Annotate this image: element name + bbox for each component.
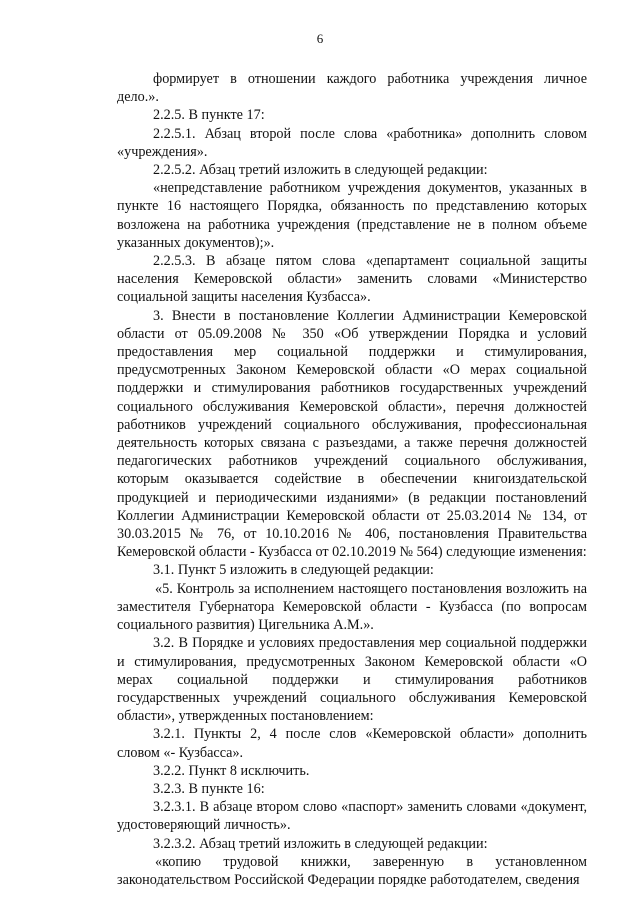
paragraph: 3.2.3. В пункте 16: [153, 780, 265, 797]
paragraph: «копию трудовой книжки, заверенную в установленном законодательством Российской Федерации порядке работодателем, сведения [117, 853, 587, 888]
paragraph: 3.1. Пункт 5 изложить в следующей редакции: [153, 562, 434, 579]
paragraph: 3. Внести в постановление Коллегии Администрации Кемеровской области от 05.09.2008 № 350 «Об утверждении Порядка и условий предоставления мер социальной поддержки и стимулирования, предусмотренных Законом Кемеровской области «О мерах социальной поддержки и стимулирования работников государственных учреждений социального обслуживания Кемеровской области», перечня должностей работников учреждений социального обслуживания, профессиональная деятельность которых связана с разъездами, а также перечня должностей педагогических работников учреждений социального обслуживания, которым оказывается содействие в обеспечении книгоиздательской продукцией и периодическими изданиями» (в редакции постановлений Коллегии Администрации Кемеровской области от 25.03.2014 № 134, от 30.03.2015 № 76, от 10.10.2016 № 406, постановления Правительства Кемеровской области - Кузбасса от 02.10.2019 № 564) следующие изменения: [117, 307, 587, 561]
paragraph: формирует в отношении каждого работника учреждения личное дело.». [117, 71, 587, 106]
page-number: 6 [316, 31, 324, 46]
paragraph: 3.2.1. Пункты 2, 4 после слов «Кемеровской области» дополнить словом «- Кузбасса». [117, 726, 587, 761]
paragraph: «непредставление работником учреждения документов, указанных в пункте 16 настоящего Порядка, обязанность по представлению которых возложена на работника учреждения (представление не в полном объеме указанных документов);». [117, 180, 587, 251]
document-body [117, 70, 587, 889]
paragraph: 3.2. В Порядке и условиях предоставления мер социальной поддержки и стимулирования, предусмотренных Законом Кемеровской области «О мерах социальной поддержки и стимулирования работников государственных учреждений социального обслуживания Кемеровской области», утвержденных постановлением: [117, 635, 587, 725]
paragraph: «5. Контроль за исполнением настоящего постановления возложить на заместителя Губернатора Кемеровской области - Кузбасса (по вопросам социального развития) Цигельника А.М.». [117, 580, 587, 634]
paragraph: 2.2.5.1. Абзац второй после слова «работника» дополнить словом «учреждения». [117, 125, 587, 160]
paragraph: 2.2.5.2. Абзац третий изложить в следующей редакции: [153, 162, 488, 179]
paragraph: 3.2.3.2. Абзац третий изложить в следующей редакции: [153, 835, 488, 852]
paragraph: 2.2.5.3. В абзаце пятом слова «департамент социальной защиты населения Кемеровской области» заменить словами «Министерство социальной защиты населения Кузбасса». [117, 253, 587, 306]
paragraph: 3.2.3.1. В абзаце втором слово «паспорт» заменить словами «документ, удостоверяющий личность». [117, 799, 587, 834]
paragraph: 2.2.5. В пункте 17: [153, 107, 265, 124]
paragraph: 3.2.2. Пункт 8 исключить. [153, 762, 310, 779]
